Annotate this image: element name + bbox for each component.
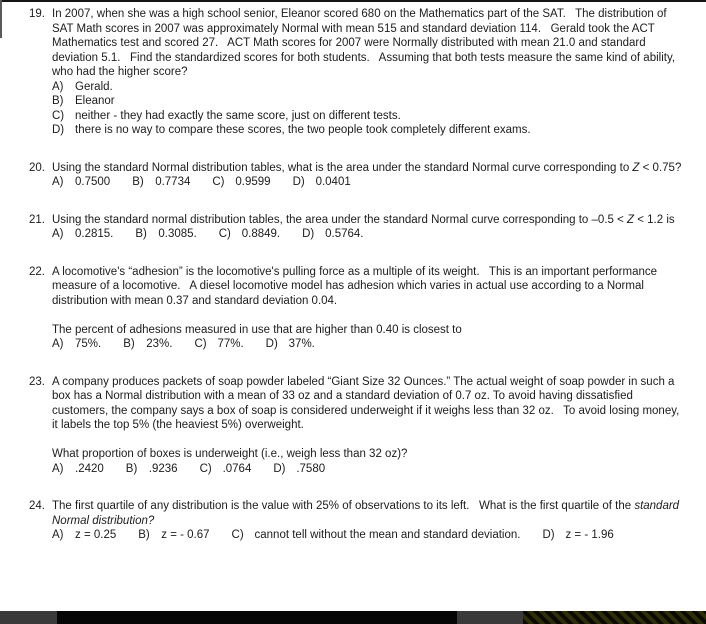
question-list: [29, 7, 685, 566]
option-label: B): [135, 228, 147, 240]
footer-bar-olive-striped: [523, 611, 706, 624]
question-number: 20.: [29, 161, 45, 174]
page-left-edge: [0, 0, 2, 38]
option-text: .9236: [148, 462, 178, 475]
text-segment: The percent of adhesions measured in use that are higher than 0.40 is closest to: [52, 323, 462, 336]
question-21: [29, 213, 685, 242]
option-text: 0.3085.: [158, 228, 197, 240]
option-label: C): [52, 109, 65, 122]
question-body: [52, 213, 685, 242]
option-c: [212, 175, 270, 190]
option-text: Eleanor: [75, 95, 115, 107]
question-body: [52, 161, 685, 190]
option-text: .7580: [296, 462, 326, 475]
option-b: [52, 94, 685, 109]
option-text: .0764: [222, 462, 252, 475]
option-text: there is no way to compare these scores, the two people took completely different exams.: [75, 124, 531, 136]
option-label: B): [52, 95, 64, 107]
text-segment: What proportion of boxes is underweight (i.e., weigh less than 32 oz)?: [52, 448, 408, 460]
question-body: [52, 375, 685, 477]
option-text: 0.7500: [75, 176, 111, 188]
text-segment: Z: [632, 161, 640, 174]
option-c: [194, 337, 243, 352]
option-d: [302, 227, 363, 242]
option-text: z = 0.25: [75, 529, 117, 541]
option-a: [52, 175, 110, 190]
option-b: [138, 528, 209, 543]
option-text: 0.8849.: [241, 228, 281, 240]
option-text: 75%.: [75, 338, 102, 350]
question-number: 19.: [29, 8, 45, 20]
option-label: C): [212, 176, 225, 188]
option-text: 0.7734: [155, 176, 191, 188]
option-label: A): [52, 462, 64, 475]
option-label: A): [52, 80, 64, 93]
option-label: B): [138, 529, 150, 541]
option-b: [135, 227, 196, 242]
option-c: [52, 109, 685, 124]
option-c: [200, 462, 252, 477]
text-segment: Using the standard Normal distribution tables, what is the area under the standard Normal curve corresponding to: [52, 161, 633, 174]
option-d: [273, 462, 325, 477]
answer-options: [52, 80, 685, 138]
option-label: D): [273, 462, 286, 475]
option-label: A): [52, 228, 64, 240]
question-text: [52, 447, 685, 462]
question-text: [52, 323, 685, 338]
text-segment: A company produces packets of soap powder labeled “Giant Size 32 Ounces.” The actual weight of soap powder in such a box has a Normal distribution with a mean of 33 oz and a standard deviation of 0.7 oz. To avoid having dissatisfied customers, the company says a box of soap is considered underweight if it weighs less than 32 oz. To avoid losing money, it labels the top 5% (the heaviest 5%) overweight.: [52, 375, 683, 431]
text-segment: standard Normal distribution?: [52, 500, 683, 527]
answer-options: [52, 227, 685, 242]
option-text: neither - they had exactly the same score, just on different tests.: [75, 109, 401, 122]
question-number: 23.: [29, 375, 45, 388]
question-body: [52, 499, 685, 543]
option-label: C): [231, 529, 244, 541]
question-text: [52, 265, 685, 309]
answer-options: [52, 175, 685, 190]
question-body: [52, 7, 685, 138]
text-segment: The first quartile of any distribution is the value with 25% of observations to its left. What is the first quartile of the: [52, 500, 635, 512]
option-label: B): [123, 338, 135, 350]
option-d: [293, 175, 351, 190]
footer-bar-dark-gray-left: [0, 611, 57, 624]
option-text: z = - 0.67: [161, 529, 210, 541]
option-b: [132, 175, 190, 190]
option-c: [219, 227, 280, 242]
option-text: 23%.: [146, 338, 173, 350]
text-segment: A locomotive's “adhesion” is the locomotive's pulling force as a multiple of its weight. This is an important performance measure of a locomotive. A diesel locomotive model has adhesion which varies in actual use according to a Normal distribution with mean 0.37 and standard deviation 0.04.: [52, 265, 661, 307]
option-text: z = - 1.96: [565, 529, 614, 541]
option-label: D): [292, 176, 305, 188]
question-text: [52, 213, 685, 228]
text-segment: In 2007, when she was a high school senior, Eleanor scored 680 on the Mathematics part of the SAT. The distribution of SAT Math scores in 2007 was approximately Normal with mean 515 and standard deviation 114. Gerald took the ACT Mathematics test and scored 27. ACT Math scores for 2007 were Normally distributed with mean 21.0 and standard deviation 5.1. Find the standardized scores for both students. Assuming that both tests measure the same kind of ability, who had the higher score?: [52, 8, 679, 78]
question-number: 22.: [29, 265, 45, 278]
option-c: [232, 528, 521, 543]
answer-options: [52, 337, 685, 352]
option-label: D): [542, 529, 555, 541]
text-segment: < 0.75?: [639, 161, 682, 174]
option-label: D): [265, 338, 278, 350]
question-text: [52, 499, 685, 528]
text-segment: Using the standard normal distribution tables, the area under the standard Normal curve corresponding to –0.5 <: [52, 213, 628, 226]
option-label: B): [132, 176, 144, 188]
option-label: C): [218, 228, 231, 240]
option-text: 0.9599: [235, 176, 271, 188]
text-segment: Z: [627, 213, 635, 226]
option-text: 77%.: [217, 338, 244, 350]
question-body: [52, 265, 685, 352]
option-label: B): [125, 462, 138, 475]
question-24: [29, 499, 685, 543]
option-label: D): [302, 228, 315, 240]
option-a: [52, 462, 104, 477]
footer-bar-black: [57, 611, 457, 624]
footer-bar-dark-gray-mid: [457, 611, 523, 624]
option-d: [266, 337, 315, 352]
option-label: A): [52, 529, 64, 541]
option-label: D): [52, 124, 65, 136]
option-label: A): [52, 176, 64, 188]
option-b: [126, 462, 178, 477]
question-22: [29, 265, 685, 352]
question-20: [29, 161, 685, 190]
option-text: 0.0401: [315, 176, 351, 188]
option-text: .2420: [75, 462, 104, 475]
option-a: [52, 227, 113, 242]
question-number: 21.: [29, 213, 45, 226]
page-top-border: [0, 0, 706, 2]
option-b: [123, 337, 172, 352]
option-a: [52, 337, 101, 352]
option-text: 0.2815.: [75, 228, 114, 240]
question-text: [52, 161, 685, 176]
option-text: 0.5764.: [325, 228, 364, 240]
option-label: A): [52, 338, 64, 350]
question-text: [52, 375, 685, 433]
option-label: C): [199, 462, 212, 475]
question-23: [29, 375, 685, 477]
option-text: cannot tell without the mean and standard deviation.: [254, 529, 521, 541]
option-d: [52, 123, 685, 138]
answer-options: [52, 528, 685, 543]
question-number: 24.: [29, 500, 45, 512]
footer-strip: [0, 611, 706, 624]
option-text: 37%.: [288, 338, 315, 350]
text-segment: < 1.2 is: [634, 213, 675, 226]
question-text: [52, 7, 685, 80]
option-text: Gerald.: [75, 80, 113, 93]
option-d: [542, 528, 613, 543]
question-19: [29, 7, 685, 138]
option-a: [52, 528, 116, 543]
option-label: C): [194, 338, 207, 350]
option-a: [52, 80, 685, 95]
answer-options: [52, 462, 685, 477]
